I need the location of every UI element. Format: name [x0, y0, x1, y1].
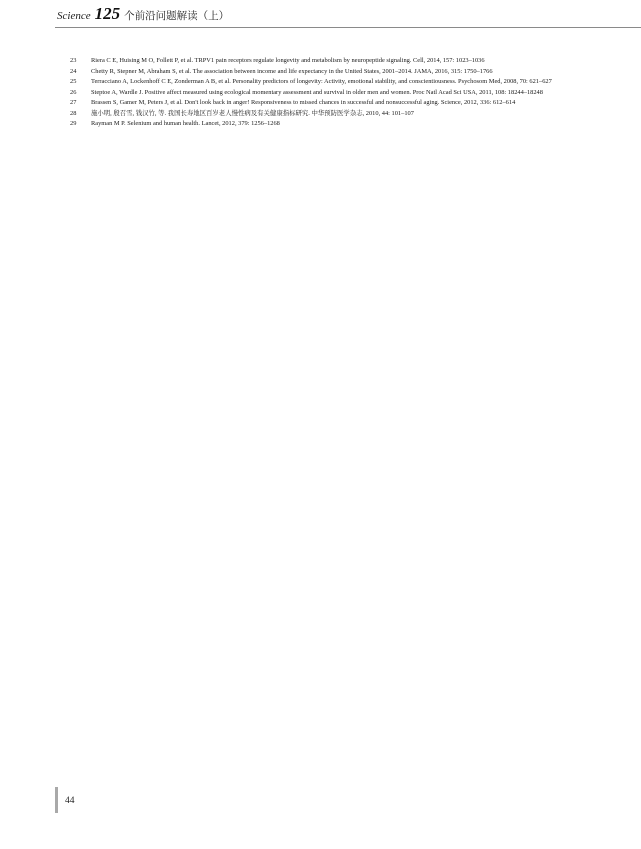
reference-item — [70, 56, 570, 67]
reference-number: 26 — [70, 88, 77, 96]
reference-item — [70, 67, 570, 78]
footer-bar — [55, 787, 58, 813]
reference-item — [70, 119, 570, 130]
reference-text: Terracciano A, Lockenhoff C E, Zonderman A B, et al. Personality predictors of longevity: Activity, emotional stability, and conscientiousness. Psychosom Med, 2008, 70: 621–627 — [91, 78, 552, 85]
reference-text: Steptoe A, Wardle J. Positive affect measured using ecological momentary assessment and survival in older men and women. Proc Natl Acad Sci USA, 2011, 108: 18244–18248 — [91, 88, 543, 96]
header-number: 125 — [94, 4, 121, 23]
header-subtitle: 个前沿问题解读（上） — [124, 11, 230, 22]
reference-text: Rayman M P. Selenium and human health. Lancet, 2012, 379: 1256–1268 — [91, 120, 280, 127]
reference-text: 施小明, 殷召雪, 钱汉竹, 等. 我国长寿地区百岁老人慢性病及有关健康指标研究. 中华预防医学杂志, 2010, 44: 101–107 — [91, 109, 414, 117]
reference-number: 24 — [70, 67, 77, 75]
page-number: 44 — [65, 796, 75, 806]
reference-text: Brassen S, Gamer M, Peters J, et al. Don't look back in anger! Responsiveness to missed chances in successful and nonsuccessful aging. Science, 2012, 336: 612–614 — [91, 99, 516, 106]
reference-number: 27 — [70, 99, 77, 106]
reference-number: 25 — [70, 78, 77, 85]
reference-item — [70, 98, 570, 109]
reference-text: Riera C E, Huising M O, Follett P, et al. TRPV1 pain receptors regulate longevity and metabolism by neuropeptide signaling. Cell, 2014, 157: 1023–1036 — [91, 57, 485, 64]
reference-item — [70, 77, 570, 88]
header-science: Science — [57, 10, 91, 22]
reference-number: 29 — [70, 120, 77, 127]
reference-number: 23 — [70, 57, 77, 64]
reference-text: Chetty R, Stepner M, Abraham S, et al. The association between income and life expectancy in the United States, 2001–2014. JAMA, 2016, 315: 1750–1766 — [91, 67, 493, 75]
header-rule — [55, 27, 641, 28]
reference-item — [70, 109, 570, 120]
running-header — [57, 4, 229, 28]
reference-list — [70, 56, 570, 130]
reference-number: 28 — [70, 109, 77, 117]
reference-item — [70, 88, 570, 99]
